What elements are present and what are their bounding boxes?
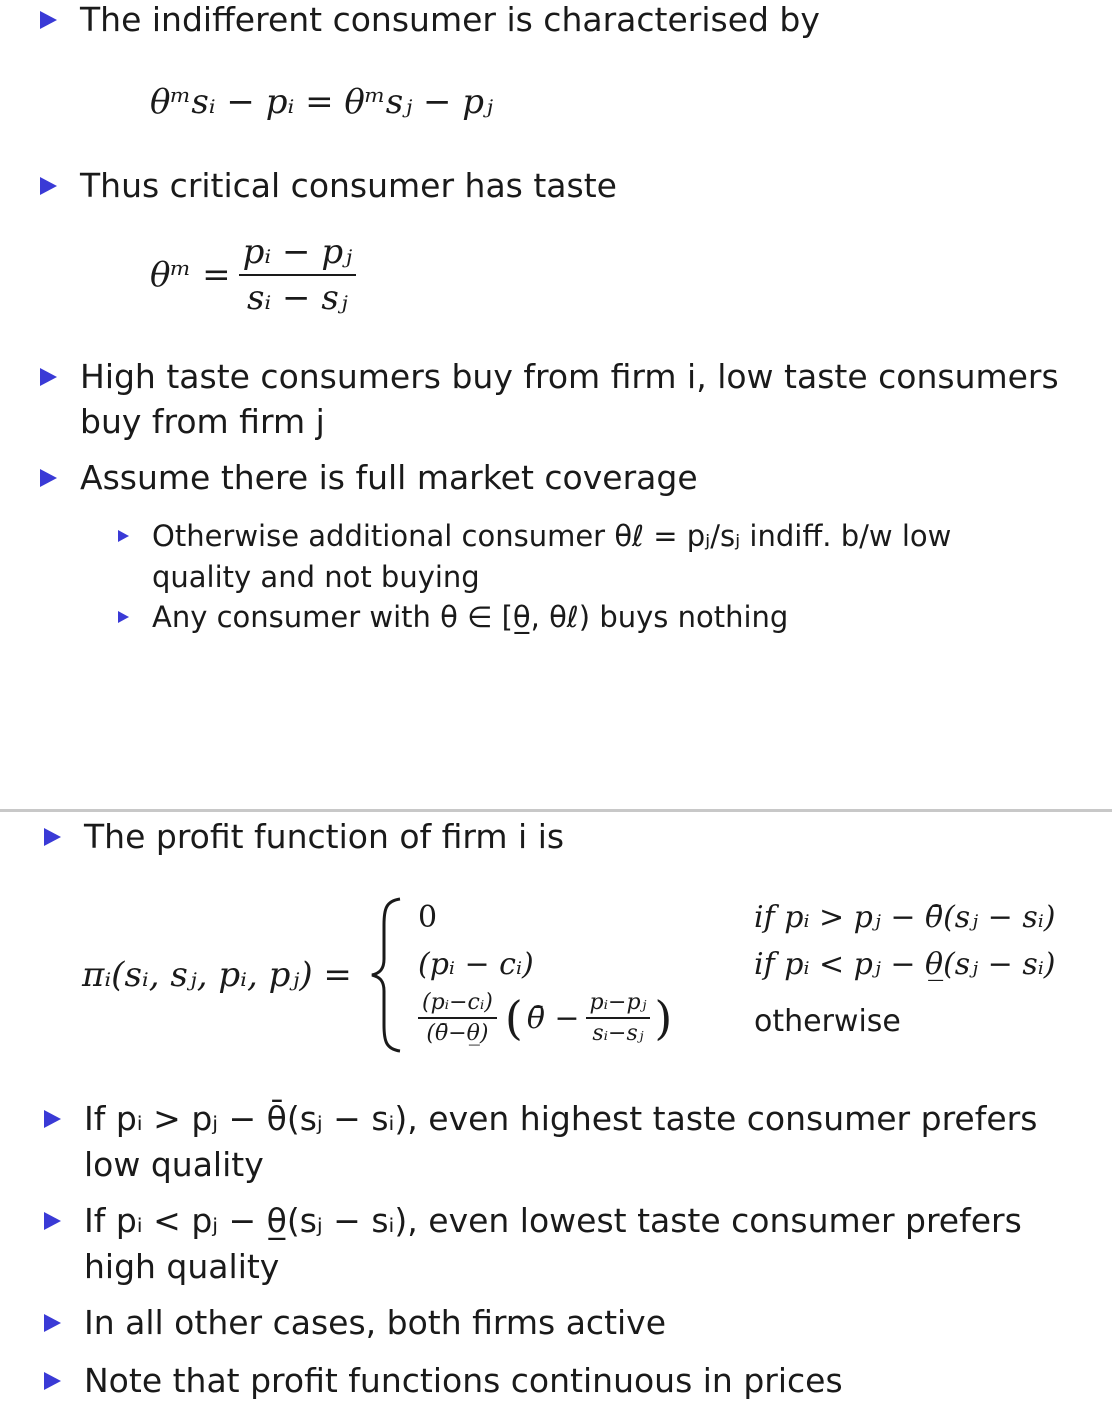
bullet-icon bbox=[44, 1110, 61, 1128]
case3-fraction2-denominator: sᵢ−sⱼ bbox=[592, 1021, 644, 1046]
bullet-icon bbox=[44, 1212, 61, 1230]
sub-bullet-icon bbox=[118, 611, 129, 623]
bullet-text: If pᵢ < pⱼ − θ̲(sⱼ − sᵢ), even lowest taste consumer prefers bbox=[84, 1201, 1022, 1240]
case3-middle: θ̄ − bbox=[526, 1000, 580, 1036]
bullet-icon bbox=[40, 368, 57, 386]
equation-critical-taste bbox=[150, 232, 356, 318]
profit-lhs: πᵢ(sᵢ, sⱼ, pᵢ, pⱼ) = bbox=[82, 955, 352, 995]
bullet-text: High taste consumers buy from firm i, low taste consumers bbox=[80, 357, 1059, 396]
bullet-icon bbox=[44, 1372, 61, 1390]
close-paren: ) bbox=[654, 991, 673, 1045]
equation-lhs: θᵐ = bbox=[150, 255, 231, 295]
case3-fraction1-denominator: (θ̄−θ̲) bbox=[426, 1021, 489, 1046]
bullet-icon bbox=[44, 1314, 61, 1332]
bullet-text: Note that profit functions continuous in prices bbox=[84, 1361, 843, 1400]
bullet-text: The indifferent consumer is characterised by bbox=[80, 0, 820, 39]
case3-fraction1-numerator: (pᵢ−cᵢ) bbox=[418, 990, 497, 1019]
bullet-text: The profit function of firm i is bbox=[84, 817, 565, 856]
sub-bullet-icon bbox=[118, 530, 129, 542]
bullet-icon bbox=[44, 828, 61, 846]
fraction-denominator: sᵢ − sⱼ bbox=[246, 278, 348, 318]
case3-condition: otherwise bbox=[754, 1004, 901, 1039]
bullet-text: In all other cases, both firms active bbox=[84, 1303, 667, 1342]
bullet-icon bbox=[40, 469, 57, 487]
bullet-text-cont: buy from firm j bbox=[80, 402, 325, 441]
bullet-text: If pᵢ > pⱼ − θ̄(sⱼ − sᵢ), even highest taste consumer prefers bbox=[84, 1099, 1038, 1138]
bullet-text-cont: low quality bbox=[84, 1145, 264, 1184]
sub-bullet-text: Otherwise additional consumer θℓ = pⱼ/sⱼ indiff. b/w low bbox=[152, 519, 952, 553]
bullet-icon bbox=[40, 11, 57, 29]
fraction-numerator: pᵢ − pⱼ bbox=[239, 232, 356, 276]
left-brace bbox=[368, 895, 408, 1055]
bullet-text: Assume there is full market coverage bbox=[80, 458, 698, 497]
bullet-icon bbox=[40, 177, 57, 195]
case2-value: (pᵢ − cᵢ) bbox=[418, 947, 534, 982]
equation-indifference: θᵐsᵢ − pᵢ = θᵐsⱼ − pⱼ bbox=[150, 82, 494, 122]
case1-condition: if pᵢ > pⱼ − θ̄(sⱼ − sᵢ) bbox=[754, 900, 1056, 935]
sub-bullet-text-cont: quality and not buying bbox=[152, 560, 480, 594]
sub-bullet-text: Any consumer with θ ∈ [θ̲, θℓ) buys nothing bbox=[152, 600, 789, 634]
bullet-text-cont: high quality bbox=[84, 1247, 280, 1286]
case3-value bbox=[418, 990, 672, 1046]
open-paren: ( bbox=[504, 991, 523, 1045]
bullet-text: Thus critical consumer has taste bbox=[80, 166, 617, 205]
slide-divider bbox=[0, 809, 1112, 812]
case2-condition: if pᵢ < pⱼ − θ̲(sⱼ − sᵢ) bbox=[754, 947, 1056, 982]
case3-fraction2-numerator: pᵢ−pⱼ bbox=[586, 990, 651, 1019]
case1-value: 0 bbox=[418, 900, 438, 935]
